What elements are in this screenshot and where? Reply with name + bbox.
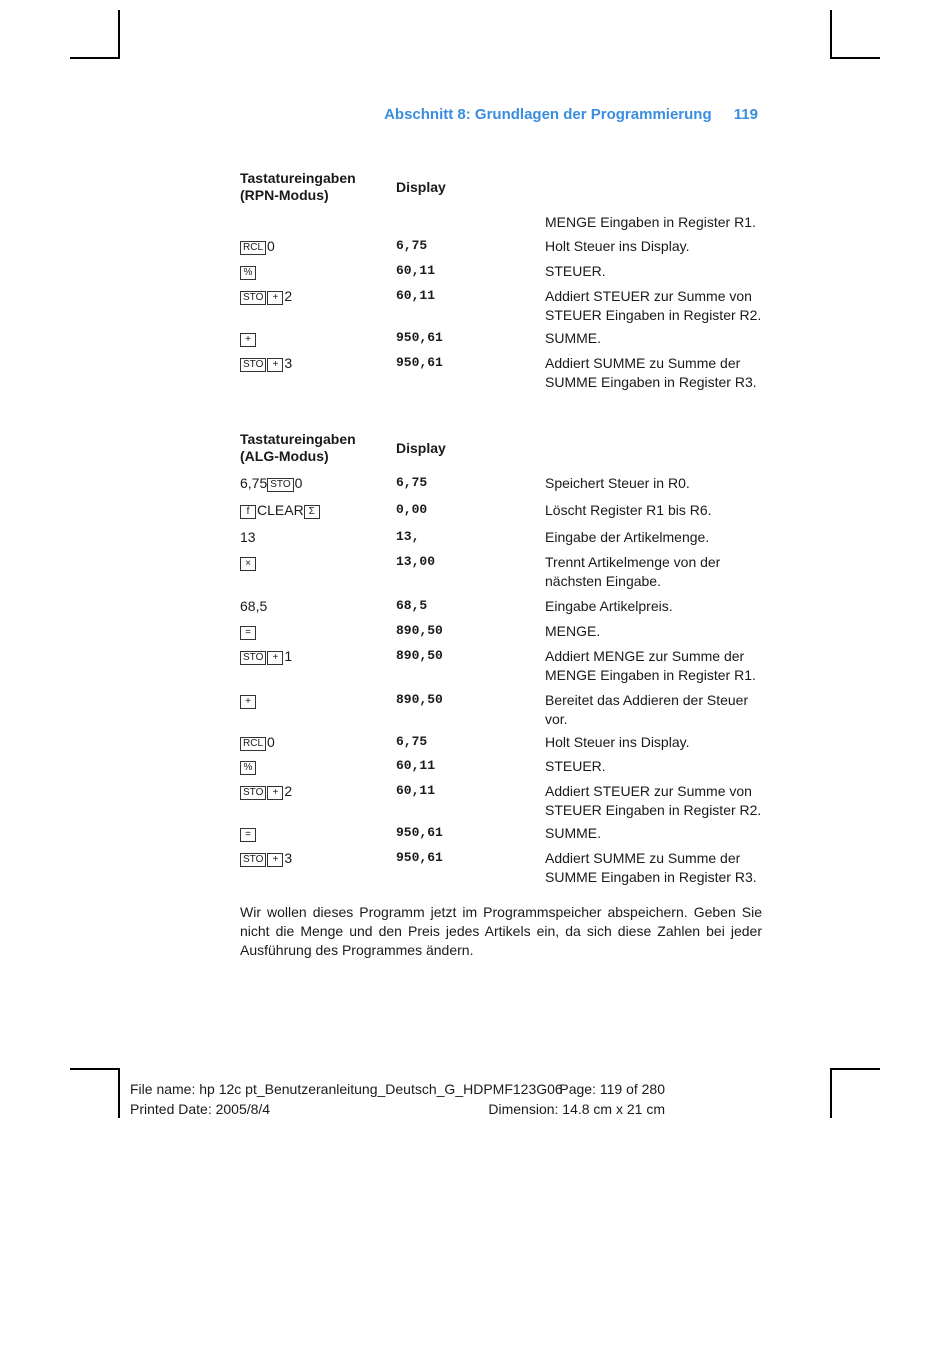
description: MENGE. bbox=[545, 623, 601, 639]
calculator-key: = bbox=[240, 626, 256, 640]
calculator-key: Σ bbox=[304, 505, 320, 519]
description: Addiert MENGE zur Summe der MENGE Eingaben in Register R1. bbox=[545, 648, 756, 683]
body-paragraph: Wir wollen dieses Programm jetzt im Programmspeicher abspeichern. Geben Sie nicht die Menge und den Preis jedes Artikels ein, da sich diese Zahlen bei jeder Ausführung des Programmes ändern. bbox=[240, 904, 762, 958]
key-sequence bbox=[240, 782, 292, 801]
display-value: 60,11 bbox=[396, 288, 436, 303]
display-column-header: Display bbox=[396, 440, 446, 456]
calculator-key: RCL bbox=[240, 737, 266, 751]
table-row bbox=[240, 262, 765, 281]
crop-mark bbox=[830, 57, 880, 59]
display-value: 890,50 bbox=[396, 648, 443, 663]
key-sequence bbox=[240, 528, 256, 547]
calculator-key: % bbox=[240, 266, 256, 280]
footer-dimension: Dimension: 14.8 cm x 21 cm bbox=[488, 1101, 665, 1117]
description: SUMME. bbox=[545, 330, 601, 346]
alg-table bbox=[240, 431, 765, 887]
description: STEUER. bbox=[545, 263, 606, 279]
table-row bbox=[240, 553, 765, 591]
calculator-key: + bbox=[267, 358, 283, 372]
display-value: 68,5 bbox=[396, 598, 428, 613]
table-row bbox=[240, 237, 765, 256]
description: MENGE Eingaben in Register R1. bbox=[545, 214, 756, 230]
key-text: 0 bbox=[267, 238, 275, 254]
display-value: 60,11 bbox=[396, 783, 436, 798]
key-text: 3 bbox=[284, 850, 293, 866]
calculator-key: STO bbox=[240, 651, 266, 665]
key-text: 6,75 bbox=[240, 475, 268, 491]
display-value: 13, bbox=[396, 529, 420, 544]
description: Holt Steuer ins Display. bbox=[545, 238, 690, 254]
keys-column-header: Tastatureingaben (ALG-Modus) bbox=[240, 431, 356, 464]
crop-mark bbox=[830, 1068, 832, 1118]
table-row bbox=[240, 213, 765, 232]
key-sequence bbox=[240, 824, 257, 843]
key-sequence bbox=[240, 474, 302, 493]
description: Eingabe Artikelpreis. bbox=[545, 598, 673, 614]
key-sequence bbox=[240, 597, 267, 616]
key-sequence bbox=[240, 733, 275, 752]
table-body bbox=[240, 474, 765, 887]
table-row bbox=[240, 824, 765, 843]
key-sequence bbox=[240, 757, 257, 776]
description: Addiert STEUER zur Summe von STEUER Eingaben in Register R2. bbox=[545, 783, 762, 818]
calculator-key: + bbox=[267, 853, 283, 867]
key-text: 2 bbox=[284, 783, 293, 799]
table-header bbox=[240, 431, 765, 471]
page-number: 119 bbox=[733, 106, 758, 123]
display-column-header: Display bbox=[396, 179, 446, 195]
calculator-key: + bbox=[267, 291, 283, 305]
crop-mark bbox=[830, 10, 832, 58]
key-sequence bbox=[240, 849, 292, 868]
calculator-key: × bbox=[240, 557, 256, 571]
table-row bbox=[240, 622, 765, 641]
description: Eingabe der Artikelmenge. bbox=[545, 529, 710, 545]
key-text: 1 bbox=[284, 648, 293, 664]
key-sequence bbox=[240, 237, 275, 256]
table-row bbox=[240, 501, 765, 520]
calculator-key: % bbox=[240, 761, 256, 775]
calculator-key: STO bbox=[267, 478, 293, 492]
display-value: 950,61 bbox=[396, 825, 443, 840]
table-row bbox=[240, 782, 765, 820]
calculator-key: + bbox=[267, 786, 283, 800]
description: STEUER. bbox=[545, 758, 606, 774]
description: SUMME. bbox=[545, 825, 601, 841]
display-value: 950,61 bbox=[396, 355, 443, 370]
display-value: 60,11 bbox=[396, 263, 436, 278]
key-sequence bbox=[240, 501, 321, 520]
key-text: 3 bbox=[284, 355, 293, 371]
key-sequence bbox=[240, 553, 257, 572]
table-row bbox=[240, 849, 765, 887]
description: Trennt Artikelmenge von der nächsten Eingabe. bbox=[545, 554, 721, 589]
rpn-table bbox=[240, 170, 765, 392]
table-body bbox=[240, 213, 765, 392]
calculator-key: = bbox=[240, 828, 256, 842]
display-value: 60,11 bbox=[396, 758, 436, 773]
keys-column-header: Tastatureingaben (RPN-Modus) bbox=[240, 170, 356, 203]
key-sequence bbox=[240, 691, 257, 710]
display-value: 950,61 bbox=[396, 330, 443, 345]
table-header bbox=[240, 170, 765, 210]
table-row bbox=[240, 733, 765, 752]
key-sequence bbox=[240, 354, 292, 373]
key-text: 0 bbox=[294, 475, 303, 491]
display-value: 6,75 bbox=[396, 475, 428, 490]
key-text: 13 bbox=[240, 529, 256, 545]
calculator-key: STO bbox=[240, 853, 266, 867]
crop-mark bbox=[70, 57, 120, 59]
key-text: 0 bbox=[267, 734, 275, 750]
table-row bbox=[240, 647, 765, 685]
crop-mark bbox=[70, 1068, 120, 1070]
crop-mark bbox=[118, 10, 120, 58]
key-sequence bbox=[240, 647, 292, 666]
description: Holt Steuer ins Display. bbox=[545, 734, 690, 750]
key-text: 68,5 bbox=[240, 598, 268, 614]
display-value: 890,50 bbox=[396, 692, 443, 707]
footer-page: Page: 119 of 280 bbox=[559, 1081, 665, 1097]
display-value: 890,50 bbox=[396, 623, 443, 638]
calculator-key: + bbox=[267, 651, 283, 665]
description: Speichert Steuer in R0. bbox=[545, 475, 690, 491]
calculator-key: STO bbox=[240, 291, 266, 305]
description: Addiert STEUER zur Summe von STEUER Eingaben in Register R2. bbox=[545, 288, 762, 323]
key-sequence bbox=[240, 262, 257, 281]
calculator-key: f bbox=[240, 505, 256, 519]
description: Bereitet das Addieren der Steuer vor. bbox=[545, 692, 749, 727]
table-row bbox=[240, 597, 765, 616]
display-value: 950,61 bbox=[396, 850, 443, 865]
description: Löscht Register R1 bis R6. bbox=[545, 502, 712, 518]
table-row bbox=[240, 691, 765, 729]
description: Addiert SUMME zu Summe der SUMME Eingaben in Register R3. bbox=[545, 355, 757, 390]
calculator-key: STO bbox=[240, 358, 266, 372]
key-sequence bbox=[240, 622, 257, 641]
key-sequence bbox=[240, 329, 257, 348]
section-title: Abschnitt 8: Grundlagen der Programmierung bbox=[384, 106, 712, 123]
calculator-key: + bbox=[240, 695, 256, 709]
calculator-key: STO bbox=[240, 786, 266, 800]
footer-printed-date: Printed Date: 2005/8/4 bbox=[130, 1101, 271, 1117]
display-value: 0,00 bbox=[396, 502, 428, 517]
display-value: 6,75 bbox=[396, 734, 428, 749]
key-sequence bbox=[240, 287, 292, 306]
crop-mark bbox=[118, 1068, 120, 1118]
table-row bbox=[240, 528, 765, 547]
display-value: 6,75 bbox=[396, 238, 428, 253]
description: Addiert SUMME zu Summe der SUMME Eingaben in Register R3. bbox=[545, 850, 757, 885]
calculator-key: + bbox=[240, 333, 256, 347]
crop-mark bbox=[830, 1068, 880, 1070]
table-row bbox=[240, 354, 765, 392]
table-row bbox=[240, 329, 765, 348]
page-header bbox=[384, 106, 758, 123]
table-row bbox=[240, 474, 765, 493]
calculator-key: RCL bbox=[240, 241, 266, 255]
footer-file-name: File name: hp 12c pt_Benutzeranleitung_Deutsch_G_HDPMF123G06 bbox=[130, 1081, 563, 1097]
display-value: 13,00 bbox=[396, 554, 436, 569]
table-row bbox=[240, 287, 765, 325]
key-text: CLEAR bbox=[257, 502, 304, 518]
key-text: 2 bbox=[284, 288, 293, 304]
table-row bbox=[240, 757, 765, 776]
